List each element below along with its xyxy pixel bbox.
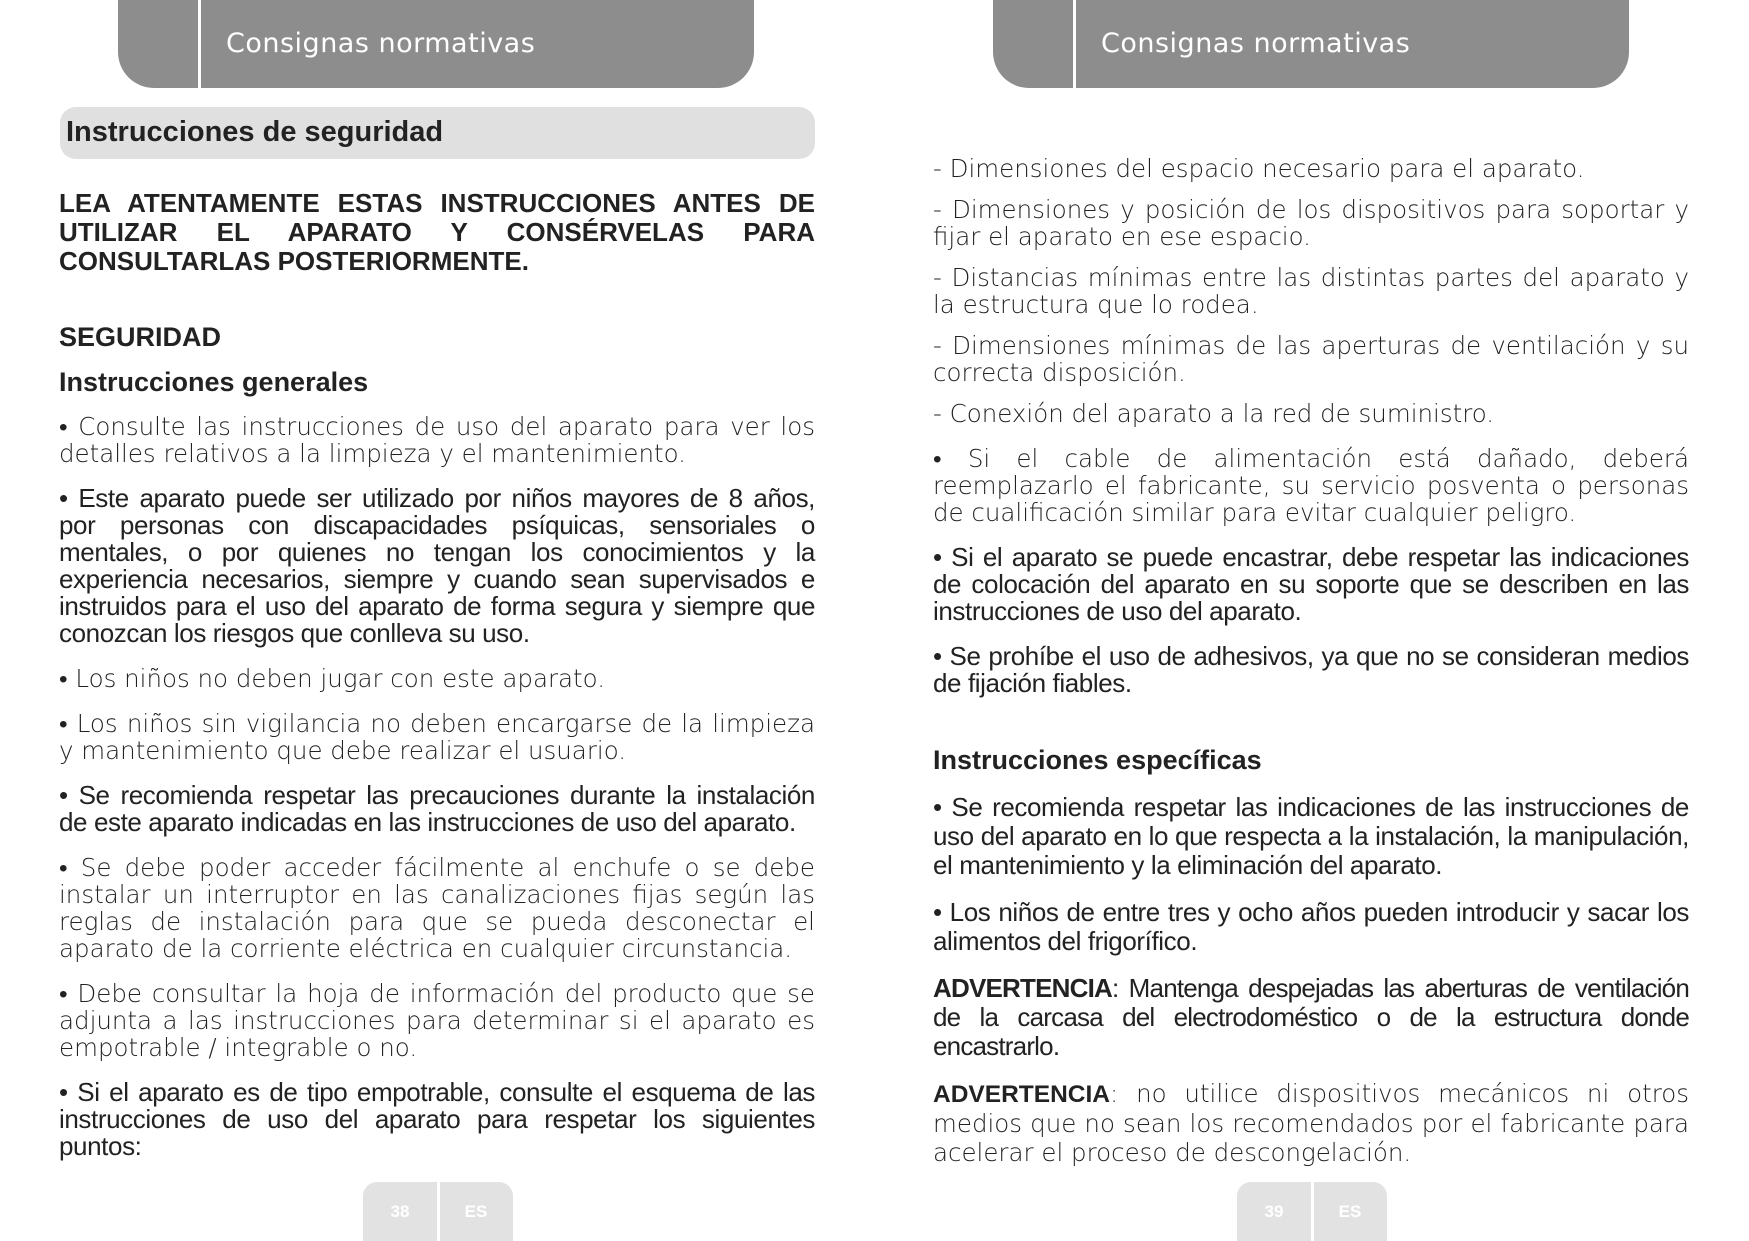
right-column [933,155,1689,1185]
paragraph: - Dimensiones mínimas de las aperturas de ventilación y su correcta disposición. [933,331,1689,387]
paragraph: - Dimensiones del espacio necesario para el aparato. [933,154,1585,183]
warning-label: ADVERTENCIA [933,1081,1110,1108]
left-column [59,189,815,1178]
warning-label: ADVERTENCIA [933,973,1112,1003]
left-page [0,0,874,1241]
header-divider [198,0,201,88]
paragraph: - Distancias mínimas entre las distintas partes del aparato y la estructura que lo rodea. [933,263,1689,319]
warning-paragraph [933,974,1689,1061]
paragraph: • Si el aparato es de tipo empotrable, consulte el esquema de las instrucciones de uso del aparato para respetar los siguientes puntos: [59,1077,815,1161]
paragraph: • Los niños no deben jugar con este aparato. [59,664,606,693]
intro-warning: LEA ATENTAMENTE ESTAS INSTRUCCIONES ANTES DE UTILIZAR EL APARATO Y CONSÉRVELAS PARA CONSULTARLAS POSTERIORMENTE. [59,188,815,276]
paragraph: • Si el aparato se puede encastrar, debe respetar las indicaciones de colocación del aparato en su soporte que se describen en las instrucciones de uso del aparato. [933,542,1689,626]
paragraph: - Dimensiones y posición de los dispositivos para soportar y fijar el aparato en ese espacio. [933,195,1689,251]
paragraph: • Debe consultar la hoja de información del producto que se adjunta a las instrucciones para determinar si el aparato es empotrable / integrable o no. [59,979,815,1062]
header-divider [1073,0,1076,88]
header-tab [118,0,754,88]
paragraph: • Se prohíbe el uso de adhesivos, ya que no se consideran medios de fijación fiables. [933,641,1689,698]
header-title: Consignas normativas [1101,28,1411,59]
section-title-bar [60,107,815,159]
paragraph: • Los niños sin vigilancia no deben encargarse de la limpieza y mantenimiento que debe realizar el usuario. [59,709,815,765]
language-code: ES [464,1202,488,1221]
page-number: 38 [390,1202,410,1221]
paragraph: • Consulte las instrucciones de uso del aparato para ver los detalles relativos a la limpieza y el mantenimiento. [59,412,815,468]
heading-seguridad: SEGURIDAD [59,322,222,352]
header-title: Consignas normativas [226,28,536,59]
paragraph: • Este aparato puede ser utilizado por niños mayores de 8 años, por personas con discapacidades psíquicas, sensoriales o mentales, o por quienes no tengan los conocimientos y la experiencia necesarios, siempre y cuando sean supervisados e instruidos para el uso del aparato de forma segura y siempre que conozcan los riesgos que conlleva su uso. [59,483,815,648]
page-number: 39 [1264,1202,1284,1221]
page-number-tab [363,1182,513,1241]
paragraph: • Se debe poder acceder fácilmente al enchufe o se debe instalar un interruptor en las canalizaciones fijas según las reglas de instalación para que se pueda desconectar el aparato de la corriente eléctrica en cualquier circunstancia. [59,853,815,963]
warning-paragraph [933,1079,1689,1167]
warning-text: : no utilice dispositivos mecánicos ni otros medios que no sean los recomendados por el fabricante para acelerar el proceso de descongelación. [933,1079,1689,1167]
page-number-tab [1237,1182,1387,1241]
paragraph: • Si el cable de alimentación está dañado, deberá reemplazarlo el fabricante, su servicio posventa o personas de cualificación similar para evitar cualquier peligro. [933,444,1689,527]
right-page [875,0,1749,1241]
paragraph: - Conexión del aparato a la red de suministro. [933,399,1495,428]
header-tab [993,0,1629,88]
paragraph: • Se recomienda respetar las precauciones durante la instalación de este aparato indicadas en las instrucciones de uso del aparato. [59,780,815,837]
heading-instrucciones-especificas: Instrucciones específicas [933,745,1262,775]
paragraph: • Los niños de entre tres y ocho años pueden introducir y sacar los alimentos del frigorífico. [933,897,1689,956]
warning-text: : Mantenga despejadas las aberturas de ventilación de la carcasa del electrodoméstico o de la estructura donde encastrarlo. [933,973,1689,1061]
heading-instrucciones-generales: Instrucciones generales [59,367,369,397]
section-title: Instrucciones de seguridad [66,116,444,148]
language-code: ES [1338,1202,1362,1221]
paragraph: • Se recomienda respetar las indicaciones de las instrucciones de uso del aparato en lo que respecta a la instalación, la manipulación, el mantenimiento y la eliminación del aparato. [933,792,1689,880]
